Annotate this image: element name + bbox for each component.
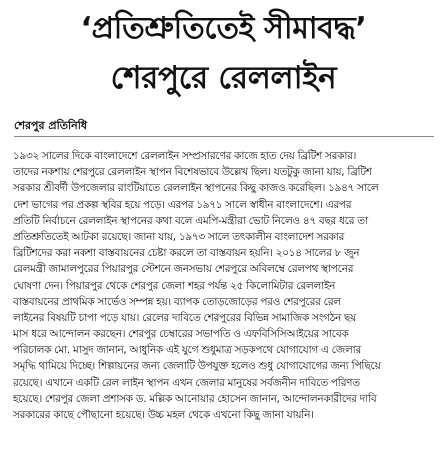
body-line: দেশ ভাগের পর প্রকল্প স্থবির হয়ে পড়ে। এরপর ১৯৭১ সালে স্বাধীন বাংলাদেশে। এরপর: [13, 198, 352, 211]
body-line: পরিচালক মো. মাসুদ জানান, আধুনিক এই যুগে শুধুমাত্র সড়কপথে যোগাযোগ এ জেলার: [13, 344, 361, 357]
byline: শেরপুর প্রতিনিধি: [14, 119, 88, 132]
body-line: সরকার শ্রীবর্দী উপজেলার রাংটিয়াতে রেললাইন স্থাপনের কিছু কাজও করেছিল। ১৯৪৭ সালে: [13, 182, 379, 195]
headline-line-1: ‘প্রতিশ্রুতিতেই সীমাবদ্ধ’: [80, 11, 367, 46]
body-line: ঘোষণা দেন। পিয়ারপুর থেকে শেরপুর জেলা শহর পর্যন্ত ২৫ কিলোমিটার রেললাইন: [13, 279, 336, 292]
body-line: ব্রিটিশদের করা নকশা বাস্তবায়নের চেষ্টা করলে তা বাস্তবায়ন হয়নি। ২০১৪ সালের ৮ জুন: [13, 247, 360, 260]
article-body: [13, 148, 435, 448]
body-line: প্রতিশ্রুতিতেই আটকা রয়েছে। জানা যায়, ১৯৭৩ সালে তৎকালীন বাংলাদেশ সরকার: [13, 230, 345, 243]
body-line: সরকারের কাছে পৌছানো হয়েছে। উচ্চ মহল থেকে এখনো কিছু জানা যায়নি।: [13, 409, 314, 421]
body-line: লাইনের বিষয়টি চাপা পড়ে যায়। রেলের দাবিতে শেরপুরের বিভিন্ন সামাজিক সংগঠন ছয়: [13, 311, 356, 324]
body-line: বাস্তবায়নের প্রাথমিক সার্ভেও সম্পন্ন হয়। ব্যাপক তোড়জোড়ের পরও শেরপুরের রেল: [13, 295, 341, 308]
body-line: ১৯৩২ সালের দিকে বাংলাদেশে রেললাইন সম্প্রসারণের কাজে হাত দেয় ব্রিটিশ সরকার।: [13, 150, 357, 162]
body-line: রেলমন্ত্রী জামালপুরের পিয়ারপুর স্টেশনে জনসভায় শেরপুরে অবিলম্বে রেলপথ স্থাপনের: [13, 263, 354, 276]
body-line: মাস ধরে আন্দোলন করছেন। শেরপুর চেম্বারের সভাপতি ও এফবিসিসিআইয়ের সাবেক: [13, 328, 349, 341]
body-line: তাদের নকশায় শেরপুরে রেললাইন স্থাপন বিশেষভাবে উল্লেখ ছিল। যতটুকু জানা যায়, ব্রিটিশ: [13, 166, 372, 179]
body-line: প্রতিটি নির্বাচনে রেললাইন স্থাপনের কথা বলে এমপি-মন্ত্রীরা ভোট নিলেও ৪৭ বছর ধরে তা: [13, 214, 368, 227]
body-line: সমৃদ্ধি থামিয়ে দিচ্ছে। শিল্পায়নের জন্য জেলাটি উপযুক্ত হলেও শুধু যোগাযোগের জন্য পিছিয়ে: [13, 360, 381, 373]
byline-divider: [14, 136, 434, 137]
headline-line-2: শেরপুরে রেললাইন: [110, 60, 337, 96]
body-line: রয়েছে। এখানে একটি রেল লাইন স্থাপন এখন জেলার মানুষের সর্বজনীন দাবিতে পরিণত: [13, 376, 360, 389]
headline: [0, 0, 447, 108]
body-line: হয়েছে। শেরপুর জেলা প্রশাসক ড. মল্লিক আনোয়ার হোসেন জানান, আন্দোলনকারীদের দাবি: [13, 392, 377, 405]
